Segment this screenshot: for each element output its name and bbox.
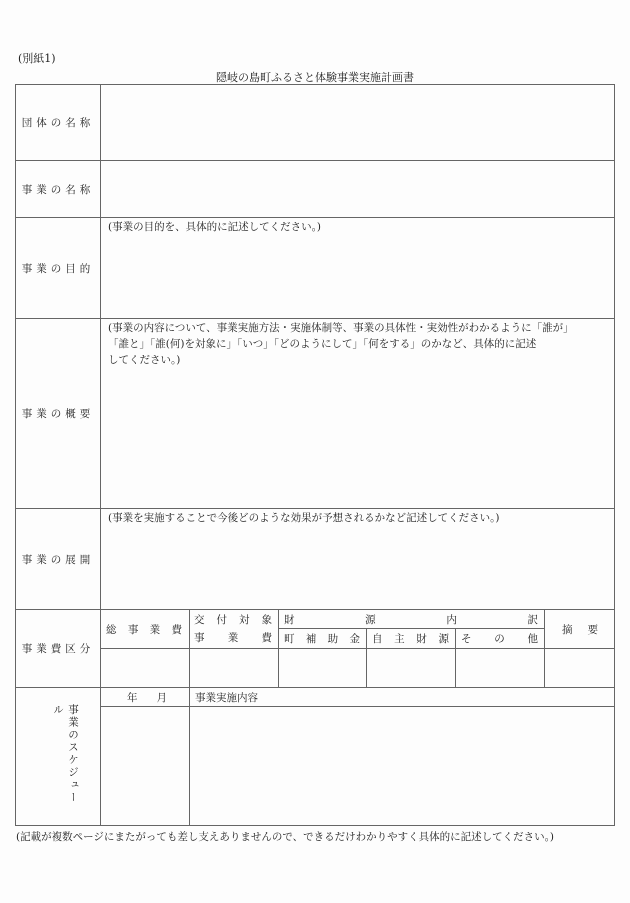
eligible-char: 業 <box>227 632 239 644</box>
total-cost-char: 事 <box>127 624 139 636</box>
budget-label: 事業費区分 <box>21 643 95 655</box>
overview-hint <box>108 320 612 368</box>
town-subsidy-char: 金 <box>349 633 360 645</box>
total-cost-field[interactable] <box>101 649 189 687</box>
total-cost-header <box>106 622 182 637</box>
other-funds-field[interactable] <box>456 649 544 687</box>
eligible-char: 付 <box>216 614 227 626</box>
town-subsidy-char: 補 <box>305 633 317 645</box>
other-char: の <box>494 633 505 645</box>
eligible-cost-header-line-1 <box>194 612 272 627</box>
own-funds-header <box>372 631 449 646</box>
total-cost-char: 業 <box>149 624 161 636</box>
own-funds-field[interactable] <box>367 649 455 687</box>
other-char: そ <box>461 633 472 645</box>
schedule-content-header: 事業実施内容 <box>195 692 258 704</box>
purpose-hint: (事業の目的を、具体的に記述してください。) <box>108 221 321 233</box>
footer-note: (記載が複数ページにまたがっても差し支えありませんので、できるだけわかりやすく具体的に記述してください。) <box>16 831 555 843</box>
overview-hint-line-2: 「誰と」「誰(何)を対象に」「いつ」「どのようにして」「何をする」のかなど、具体的に記述 <box>108 338 537 350</box>
town-subsidy-char: 助 <box>327 633 339 645</box>
own-funds-char: 源 <box>438 633 449 645</box>
purpose-label: 事業の目的 <box>21 263 95 275</box>
schedule-content-field[interactable] <box>190 707 614 825</box>
town-subsidy-header <box>284 631 360 646</box>
eligible-char: 対 <box>239 614 250 626</box>
remarks-char: 摘 <box>562 624 573 636</box>
funding-breakdown-header <box>284 612 538 627</box>
own-funds-char: 財 <box>416 633 427 645</box>
funding-char: 内 <box>446 614 457 626</box>
eligible-char: 交 <box>194 614 205 626</box>
other-header <box>461 631 538 646</box>
year-char: 年 <box>127 692 138 704</box>
development-label: 事業の展開 <box>21 554 95 566</box>
document-title: 隠岐の島町ふるさと体験事業実施計画書 <box>216 71 414 84</box>
funding-char: 財 <box>284 614 295 626</box>
development-hint: (事業を実施することで今後どのような効果が予想されるかなど記述してください。) <box>108 512 500 524</box>
total-cost-char: 費 <box>171 624 182 636</box>
funding-char: 訳 <box>527 614 538 626</box>
org-name-field[interactable] <box>101 85 614 160</box>
schedule-month-field[interactable] <box>101 707 189 825</box>
eligible-char: 費 <box>261 632 272 644</box>
project-name-field[interactable] <box>101 161 614 217</box>
remarks-header <box>562 622 598 637</box>
town-subsidy-field[interactable] <box>279 649 366 687</box>
other-char: 他 <box>527 633 538 645</box>
month-char: 月 <box>156 692 167 704</box>
town-subsidy-char: 町 <box>284 633 295 645</box>
overview-hint-line-3: してください。) <box>108 354 181 366</box>
org-name-label: 団体の名称 <box>21 117 95 129</box>
own-funds-char: 主 <box>394 633 405 645</box>
year-month-header <box>127 690 167 705</box>
overview-label: 事業の概要 <box>21 408 95 420</box>
eligible-cost-header-line-2 <box>194 630 272 645</box>
eligible-cost-field[interactable] <box>190 649 278 687</box>
overview-hint-line-1: (事業の内容について、事業実施方法・実施体制等、事業の具体性・実効性がわかるように「誰が」 <box>108 322 574 334</box>
own-funds-char: 自 <box>372 633 383 645</box>
project-name-label: 事業の名称 <box>21 184 95 196</box>
funding-char: 源 <box>365 614 376 626</box>
annex-label: (別紙1) <box>18 52 56 65</box>
remarks-char: 要 <box>587 624 598 636</box>
schedule-label: 事業のスケジュール <box>52 704 79 804</box>
eligible-char: 事 <box>194 632 205 644</box>
eligible-char: 象 <box>261 614 272 626</box>
total-cost-char: 総 <box>106 624 117 636</box>
remarks-field[interactable] <box>545 649 614 687</box>
